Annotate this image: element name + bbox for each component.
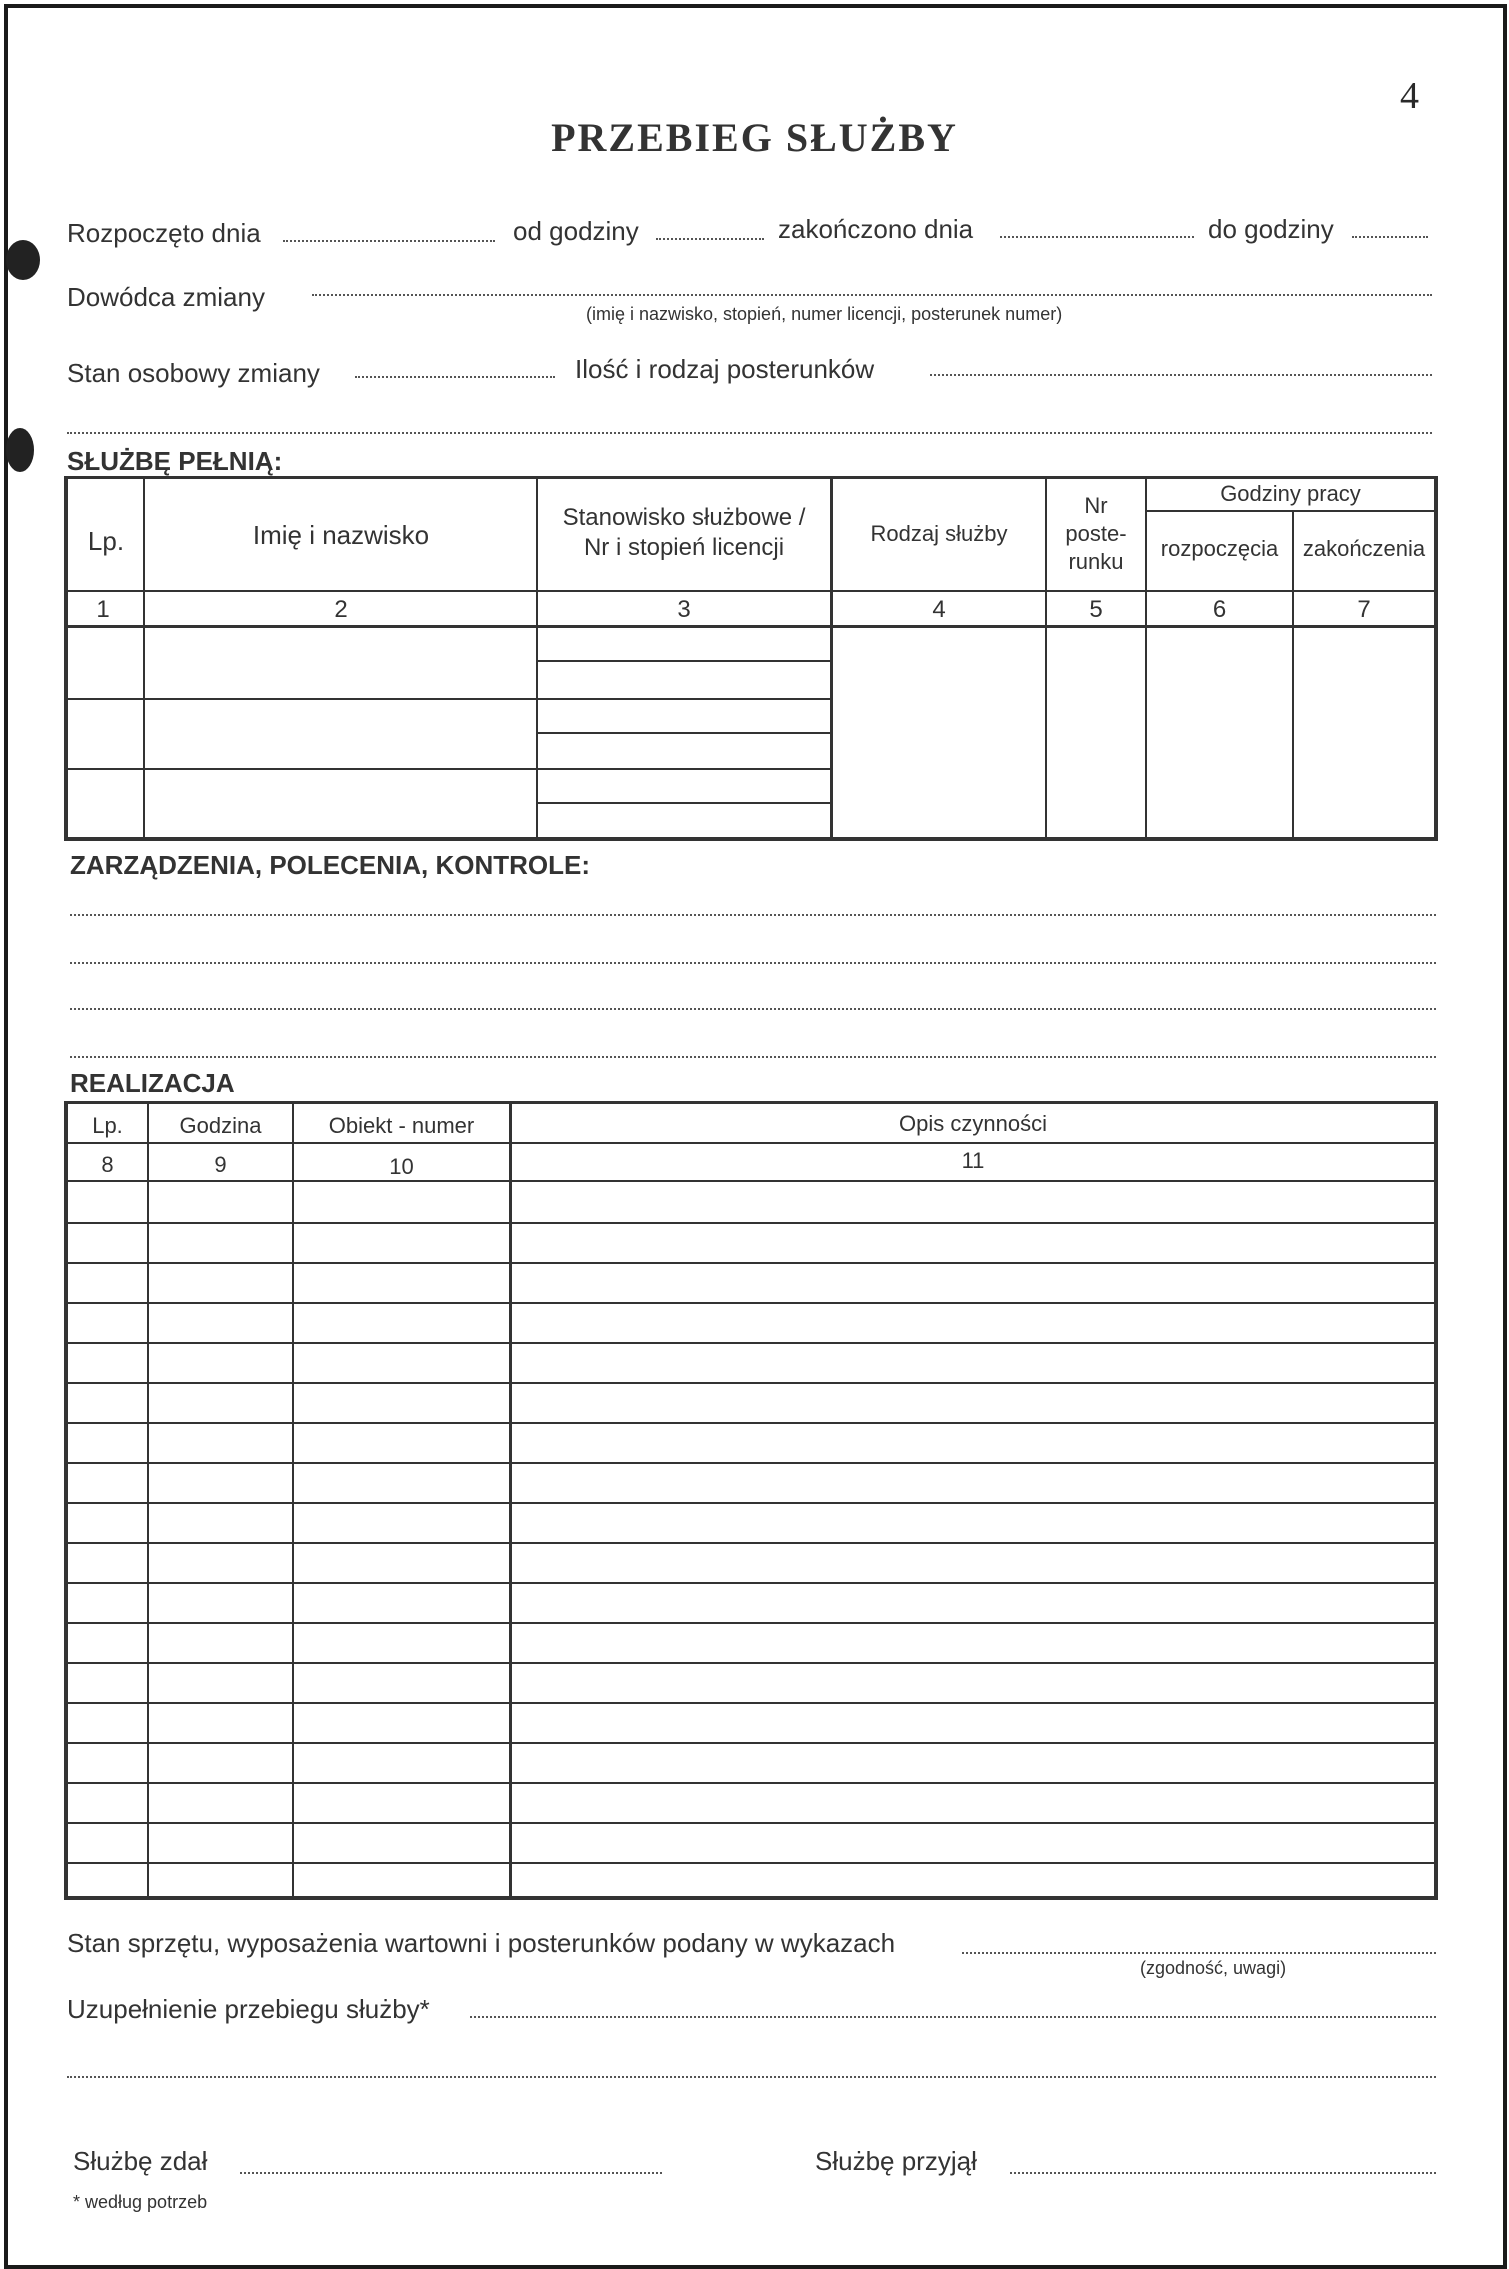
duty-heading: SŁUŻBĘ PEŁNIĄ: xyxy=(67,446,283,476)
received-signature[interactable] xyxy=(1010,2172,1436,2174)
started-date-label: Rozpoczęto dnia xyxy=(67,218,261,248)
commander-label: Dowódca zmiany xyxy=(67,282,265,312)
col-number-7: 7 xyxy=(1357,596,1371,623)
col-number-6: 6 xyxy=(1212,596,1227,623)
from-hour-field[interactable] xyxy=(656,238,764,240)
separator-dotted xyxy=(67,432,1432,434)
col-number-3: 3 xyxy=(677,596,691,623)
col-header-name: Imię i nazwisko xyxy=(252,520,430,550)
equipment-hint: (zgodność, uwagi) xyxy=(1140,1958,1287,1978)
to-hour-label: do godziny xyxy=(1208,214,1334,244)
orders-line-3[interactable] xyxy=(70,1008,1436,1010)
orders-heading: ZARZĄDZENIA, POLECENIA, KONTROLE: xyxy=(70,850,590,880)
received-label: Służbę przyjął xyxy=(815,2146,977,2176)
supplement-field-1[interactable] xyxy=(470,2016,1436,2018)
finished-date-field[interactable] xyxy=(1000,236,1194,238)
page-number: 4 xyxy=(1400,75,1419,117)
equipment-field[interactable] xyxy=(962,1952,1436,1954)
col-number-4: 4 xyxy=(932,596,946,623)
col-header-lp: Lp. xyxy=(87,526,125,556)
supplement-label: Uzupełnienie przebiegu służby* xyxy=(67,1994,430,2024)
footnote: * według potrzeb xyxy=(73,2192,208,2212)
orders-line-4[interactable] xyxy=(70,1056,1436,1058)
equipment-label: Stan sprzętu, wyposażenia wartowni i posterunków podany w wykazach xyxy=(67,1928,896,1958)
commander-field[interactable] xyxy=(312,294,1432,296)
started-date-field[interactable] xyxy=(283,240,495,242)
from-hour-label: od godziny xyxy=(513,216,639,246)
col-header-work-hours: Godziny pracy xyxy=(1220,481,1361,506)
col-header-post-line1: Nr xyxy=(1084,493,1108,518)
handed-over-label: Służbę zdał xyxy=(73,2146,208,2176)
posts-field[interactable] xyxy=(930,374,1432,376)
real-col-number-10: 10 xyxy=(389,1154,414,1179)
orders-line-1[interactable] xyxy=(70,914,1436,916)
col-header-start: rozpoczęcia xyxy=(1160,536,1279,561)
document-title: PRZEBIEG SŁUŻBY xyxy=(551,115,958,160)
commander-hint: (imię i nazwisko, stopień, numer licencji, posterunek numer) xyxy=(586,304,1063,324)
real-col-number-11: 11 xyxy=(961,1148,985,1173)
supplement-field-2[interactable] xyxy=(67,2076,1436,2078)
col-header-position-line1: Stanowisko służbowe / xyxy=(562,504,806,531)
punch-hole-top xyxy=(6,240,40,280)
posts-label: Ilość i rodzaj posterunków xyxy=(575,354,875,384)
col-number-5: 5 xyxy=(1089,596,1103,623)
orders-line-2[interactable] xyxy=(70,962,1436,964)
staff-label: Stan osobowy zmiany xyxy=(67,358,320,388)
finished-date-label: zakończono dnia xyxy=(778,214,974,244)
col-header-post-line3: runku xyxy=(1068,549,1124,574)
real-col-header-object: Obiekt - numer xyxy=(328,1113,475,1138)
real-col-number-8: 8 xyxy=(101,1152,114,1177)
col-header-post-line2: poste- xyxy=(1065,521,1127,546)
real-col-number-9: 9 xyxy=(214,1152,227,1177)
col-header-end: zakończenia xyxy=(1302,536,1426,561)
realization-heading: REALIZACJA xyxy=(70,1068,235,1098)
staff-field[interactable] xyxy=(355,376,555,378)
real-col-header-hour: Godzina xyxy=(179,1113,262,1138)
real-col-header-description: Opis czynności xyxy=(899,1111,1047,1136)
col-number-2: 2 xyxy=(334,596,348,623)
col-header-position-line2: Nr i stopień licencji xyxy=(583,534,785,561)
col-header-duty-type: Rodzaj służby xyxy=(870,521,1008,546)
col-number-1: 1 xyxy=(96,596,110,623)
handed-over-signature[interactable] xyxy=(240,2172,662,2174)
to-hour-field[interactable] xyxy=(1352,236,1428,238)
punch-hole-bottom xyxy=(6,428,34,472)
real-col-header-lp: Lp. xyxy=(92,1113,123,1138)
